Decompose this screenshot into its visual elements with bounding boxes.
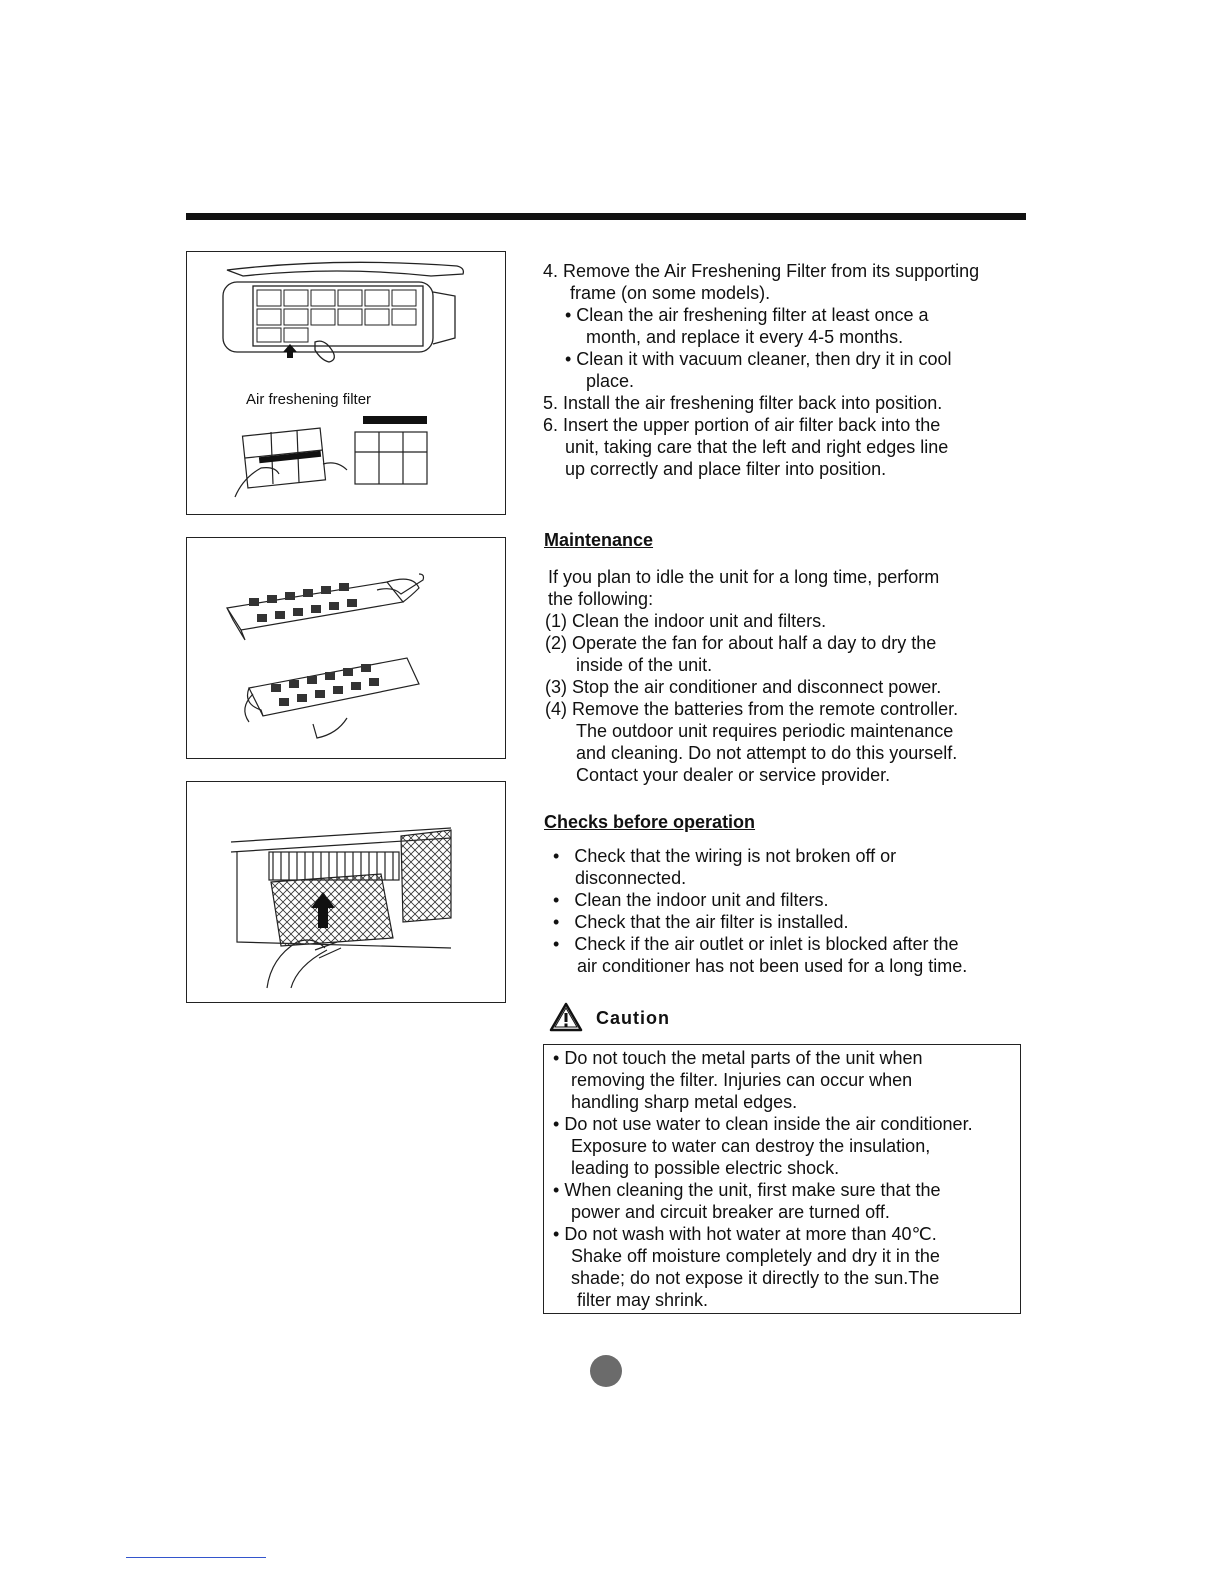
- step-line: 4. Remove the Air Freshening Filter from its supporting: [543, 261, 980, 281]
- maintenance-line: the following:: [548, 589, 654, 609]
- step-line: • Clean the air freshening filter at least once a: [565, 305, 929, 325]
- header-rule: [186, 213, 1026, 220]
- maintenance-line: (2) Operate the fan for about half a day to dry the: [545, 633, 937, 653]
- maintenance-heading: Maintenance: [544, 530, 654, 550]
- maintenance-line: (3) Stop the air conditioner and disconnect power.: [545, 677, 942, 697]
- footer-line: [126, 1557, 266, 1558]
- caution-line: removing the filter. Injuries can occur when: [571, 1070, 913, 1090]
- filter-cleaning-illustration: [187, 538, 505, 758]
- bullet-icon: [553, 846, 559, 866]
- caution-item: • Do not wash with hot water at more than 40℃.: [553, 1223, 973, 1245]
- check-line: disconnected.: [575, 868, 687, 888]
- caution-line: power and circuit breaker are turned off.: [571, 1202, 890, 1222]
- caution-line: shade; do not expose it directly to the sun.The: [571, 1268, 940, 1288]
- maintenance-line: The outdoor unit requires periodic maintenance: [576, 721, 954, 741]
- bullet-icon: [553, 890, 559, 910]
- bullet-icon: [553, 1180, 559, 1200]
- bullet-icon: [553, 1114, 559, 1134]
- bullet-icon: [553, 912, 559, 932]
- step-line: 6. Insert the upper portion of air filter back into the: [543, 415, 941, 435]
- checks-heading: Checks before operation: [544, 812, 756, 832]
- maintenance-line: (4) Remove the batteries from the remote controller.: [545, 699, 959, 719]
- check-item: • Check that the air filter is installed.: [553, 911, 967, 933]
- caution-text: [553, 1047, 973, 1311]
- check-line: air conditioner has not been used for a long time.: [577, 956, 968, 976]
- step-line: month, and replace it every 4-5 months.: [586, 327, 904, 347]
- step-line: unit, taking care that the left and right edges line: [565, 437, 949, 457]
- filter-insertion-illustration: [187, 782, 505, 1002]
- caution-line: handling sharp metal edges.: [571, 1092, 798, 1112]
- bullet-icon: [553, 1224, 559, 1244]
- step-line: • Clean it with vacuum cleaner, then dry it in cool: [565, 349, 952, 369]
- air-freshening-filter-illustration: [187, 252, 505, 514]
- checks-text: [553, 845, 967, 977]
- figure-caption: Air freshening filter: [246, 391, 372, 408]
- maintenance-line: and cleaning. Do not attempt to do this yourself.: [576, 743, 958, 763]
- figure-air-freshening-filter: [186, 251, 506, 515]
- figure-filter-insertion: [186, 781, 506, 1003]
- maintenance-line: If you plan to idle the unit for a long time, perform: [548, 567, 940, 587]
- caution-line: filter may shrink.: [577, 1290, 709, 1310]
- bullet-icon: [553, 934, 559, 954]
- caution-item: • Do not use water to clean inside the air conditioner.: [553, 1113, 973, 1135]
- maintenance-line: inside of the unit.: [576, 655, 713, 675]
- caution-item: • Do not touch the metal parts of the unit when: [553, 1047, 973, 1069]
- check-item: • Check that the wiring is not broken off or: [553, 845, 967, 867]
- caution-line: Exposure to water can destroy the insulation,: [571, 1136, 931, 1156]
- caution-box: [543, 1044, 1021, 1314]
- check-item: • Clean the indoor unit and filters.: [553, 889, 967, 911]
- step-line: place.: [586, 371, 635, 391]
- steps-text: [543, 260, 979, 480]
- bullet-icon: [553, 1048, 559, 1068]
- caution-line: leading to possible electric shock.: [571, 1158, 840, 1178]
- maintenance-line: (1) Clean the indoor unit and filters.: [545, 611, 827, 631]
- check-item: • Check if the air outlet or inlet is blocked after the: [553, 933, 967, 955]
- figure-filter-cleaning: [186, 537, 506, 759]
- caution-item: • When cleaning the unit, first make sure that the: [553, 1179, 973, 1201]
- maintenance-line: Contact your dealer or service provider.: [576, 765, 891, 785]
- caution-title: Caution: [596, 1008, 670, 1028]
- step-line: 5. Install the air freshening filter back into position.: [543, 393, 943, 413]
- maintenance-text: [545, 566, 958, 786]
- warning-icon: [549, 1002, 583, 1032]
- page-number-dot: [590, 1355, 622, 1387]
- step-line: frame (on some models).: [570, 283, 771, 303]
- caution-line: Shake off moisture completely and dry it in the: [571, 1246, 940, 1266]
- step-line: up correctly and place filter into position.: [565, 459, 887, 479]
